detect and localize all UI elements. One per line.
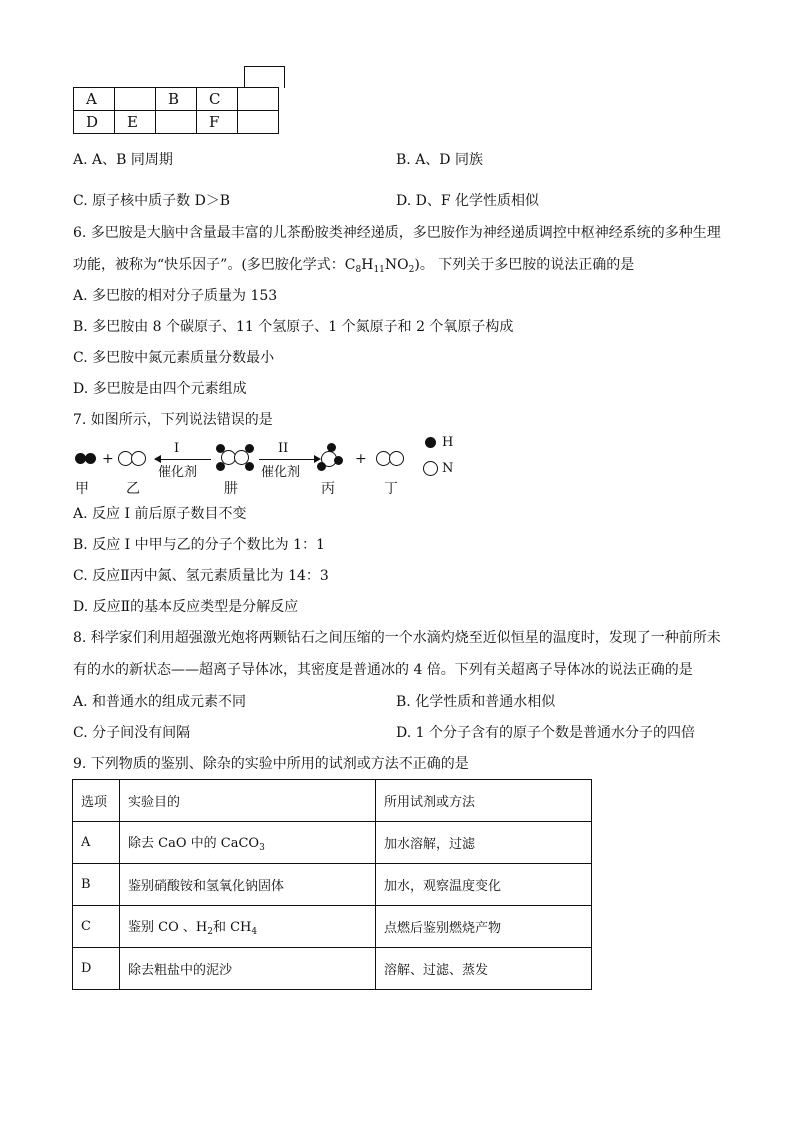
h-atom <box>245 462 254 471</box>
formula-sub: 8 <box>355 265 362 275</box>
table-cell: F <box>197 111 238 134</box>
label-jia: 甲 <box>75 481 89 497</box>
table-cell: D <box>74 111 115 134</box>
q8-option-c: C. 分子间没有间隔 <box>73 725 191 741</box>
q5-option-b: B. A、D 同族 <box>396 152 483 168</box>
formula-sub: 11 <box>373 265 385 275</box>
table-cell: C <box>197 88 238 111</box>
n-atom <box>131 451 146 466</box>
catalyst-label: 催化剂 <box>261 465 301 480</box>
formula-part: H <box>361 257 374 273</box>
q6-option-b: B. 多巴胺由 8 个碳原子、11 个氢原子、1 个氮原子和 2 个氧原子构成 <box>73 319 514 335</box>
table-row <box>73 948 592 990</box>
table-row <box>73 906 592 948</box>
h-legend-icon <box>425 437 436 448</box>
table-row <box>74 111 279 134</box>
q6-option-a: A. 多巴胺的相对分子质量为 153 <box>73 288 278 304</box>
n-atom <box>389 451 404 466</box>
table-cell: 除去粗盐中的泥沙 <box>120 948 376 990</box>
formula-sub: 4 <box>251 927 258 937</box>
table-cell: 鉴别硝酸铵和氢氧化钠固体 <box>120 864 376 906</box>
table-row <box>73 864 592 906</box>
q6-stem-line2 <box>73 256 634 279</box>
periodic-table-top-cell <box>244 66 285 88</box>
h-atom <box>317 462 326 471</box>
table-cell: 溶解、过滤、蒸发 <box>376 948 592 990</box>
column-header: 所用试剂或方法 <box>376 780 592 822</box>
table-cell: A <box>73 822 120 864</box>
q7-option-c: C. 反应Ⅱ丙中氮、氢元素质量比为 14：3 <box>73 568 329 584</box>
label-yi: 乙 <box>126 481 140 497</box>
label-ding: 丁 <box>384 481 398 497</box>
formula-part: NO <box>384 257 409 273</box>
plus-sign: + <box>355 451 367 467</box>
legend-h-label: H <box>442 435 454 450</box>
q8-option-a: A. 和普通水的组成元素不同 <box>73 694 247 710</box>
q9-table <box>72 779 592 990</box>
column-header: 选项 <box>73 780 120 822</box>
q6-option-c: C. 多巴胺中氮元素质量分数最小 <box>73 350 275 366</box>
arrow-right-icon <box>259 459 315 460</box>
catalyst-label: 催化剂 <box>158 465 198 480</box>
arrow-label-ii: II <box>278 441 289 456</box>
q6-stem-pre: 功能，被称为“快乐因子”。(多巴胺化学式：C <box>73 257 356 273</box>
cell-text: 和 CH <box>212 920 252 935</box>
table-cell: 点燃后鉴别燃烧产物 <box>376 906 592 948</box>
table-header-row <box>73 780 592 822</box>
h-atom <box>334 456 343 465</box>
q5-option-a: A. A、B 同周期 <box>73 152 173 168</box>
formula-sub: 2 <box>408 265 415 275</box>
arrow-left-icon <box>155 459 211 460</box>
table-cell <box>156 111 197 134</box>
legend-n-label: N <box>442 461 454 476</box>
q9-stem: 9. 下列物质的鉴别、除杂的实验中所用的试剂或方法不正确的是 <box>73 756 469 772</box>
q6-stem-post: )。 下列关于多巴胺的说法正确的是 <box>414 257 635 273</box>
table-cell <box>238 111 279 134</box>
label-bing: 丙 <box>321 481 335 497</box>
table-cell: D <box>73 948 120 990</box>
q7-option-b: B. 反应 I 中甲与乙的分子个数比为 1：1 <box>73 537 325 553</box>
table-cell: C <box>73 906 120 948</box>
table-cell: E <box>115 111 156 134</box>
q5-option-d: D. D、F 化学性质相似 <box>396 193 540 209</box>
table-cell <box>120 906 376 948</box>
formula-sub: 2 <box>207 927 213 937</box>
q5-option-c: C. 原子核中质子数 D＞B <box>73 193 231 209</box>
q8-option-d: D. 1 个分子含有的原子个数是普通水分子的四倍 <box>396 725 695 741</box>
formula-sub: 3 <box>259 843 265 853</box>
table-cell <box>238 88 279 111</box>
n-legend-icon <box>423 461 438 476</box>
table-row <box>73 822 592 864</box>
column-header: 实验目的 <box>120 780 376 822</box>
h-atom <box>245 444 254 453</box>
cell-text: 鉴别 CO 、H <box>128 920 208 935</box>
reaction-diagram <box>70 435 470 500</box>
table-cell: A <box>74 88 115 111</box>
table-cell: B <box>156 88 197 111</box>
plus-sign: + <box>102 451 114 467</box>
q8-option-b: B. 化学性质和普通水相似 <box>396 694 556 710</box>
table-cell: 加水溶解，过滤 <box>376 822 592 864</box>
label-jing: 肼 <box>224 481 238 497</box>
q7-stem: 7. 如图所示，下列说法错误的是 <box>73 412 273 428</box>
q7-option-a: A. 反应 I 前后原子数目不变 <box>73 506 247 522</box>
q7-option-d: D. 反应Ⅱ的基本反应类型是分解反应 <box>73 599 299 615</box>
table-cell <box>120 822 376 864</box>
table-row <box>74 88 279 111</box>
arrow-label-i: I <box>174 441 180 456</box>
table-cell: B <box>73 864 120 906</box>
table-cell <box>115 88 156 111</box>
q6-stem-line1: 6. 多巴胺是大脑中含量最丰富的儿茶酚胺类神经递质，多巴胺作为神经递质调控中枢神经系统的多种生理 <box>73 225 721 241</box>
periodic-table-fragment <box>73 87 279 134</box>
table-cell: 加水，观察温度变化 <box>376 864 592 906</box>
q8-stem-line2: 有的水的新状态——超离子导体冰，其密度是普通冰的 4 倍。下列有关超离子导体冰的说法正确的是 <box>73 662 693 678</box>
q6-option-d: D. 多巴胺是由四个元素组成 <box>73 381 247 397</box>
h-atom <box>85 453 96 464</box>
cell-text: 除去 CaO 中的 CaCO <box>128 836 260 851</box>
q8-stem-line1: 8. 科学家们利用超强激光炮将两颗钻石之间压缩的一个水滴灼烧至近似恒星的温度时，发现了一种前所未 <box>73 630 721 646</box>
